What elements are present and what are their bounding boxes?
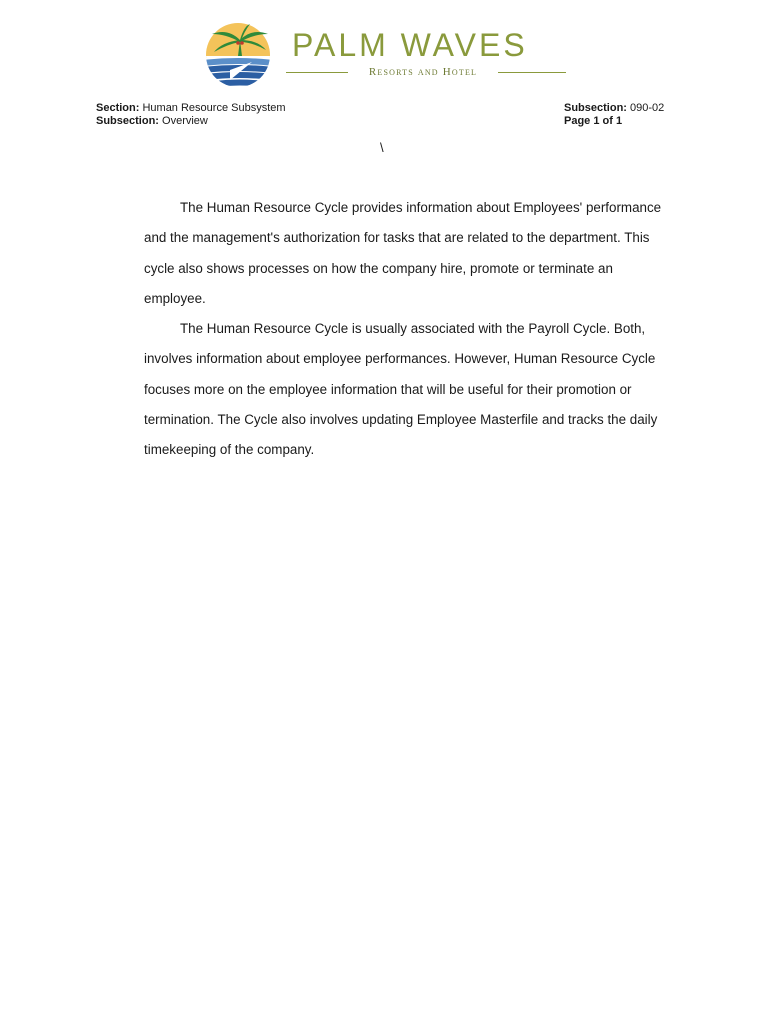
subsection-code-field [564, 102, 668, 115]
section-label: Section: [96, 102, 140, 114]
logo-rule-left [286, 72, 348, 73]
page-number-field [564, 115, 668, 128]
paragraph-2: The Human Resource Cycle is usually associated with the Payroll Cycle. Both, involves information about employee performances. However, Human Resource Cycle focuses more on the employee information that will be useful for their promotion or termination. The Cycle also involves updating Employee Masterfile and tracks the daily timekeeping of the company. [144, 321, 658, 458]
subsection-code-value: 090-02 [630, 102, 665, 114]
document-header [96, 102, 668, 128]
page-number: Page 1 of 1 [564, 115, 623, 127]
section-field [96, 102, 286, 115]
stray-mark: \ [380, 140, 384, 155]
logo-rule-right [498, 72, 566, 73]
header-row-1 [96, 102, 668, 115]
header-row-2 [96, 115, 668, 128]
section-value: Human Resource Subsystem [142, 102, 286, 114]
palm-waves-logo-icon [200, 22, 276, 88]
logo-wordmark: PALM WAVES [292, 27, 528, 63]
subsection-label: Subsection: [96, 115, 159, 127]
logo-tagline: Resorts and Hotel [368, 66, 478, 78]
subsection-code-label: Subsection: [564, 102, 627, 114]
subsection-value: Overview [162, 115, 208, 127]
paragraph-1: The Human Resource Cycle provides information about Employees' performance and the management's authorization for tasks that are related to the department. This cycle also shows processes on how the company hire, promote or terminate an employee. [144, 200, 662, 306]
document-body [144, 193, 672, 466]
subsection-field [96, 115, 208, 128]
company-logo [200, 20, 570, 90]
